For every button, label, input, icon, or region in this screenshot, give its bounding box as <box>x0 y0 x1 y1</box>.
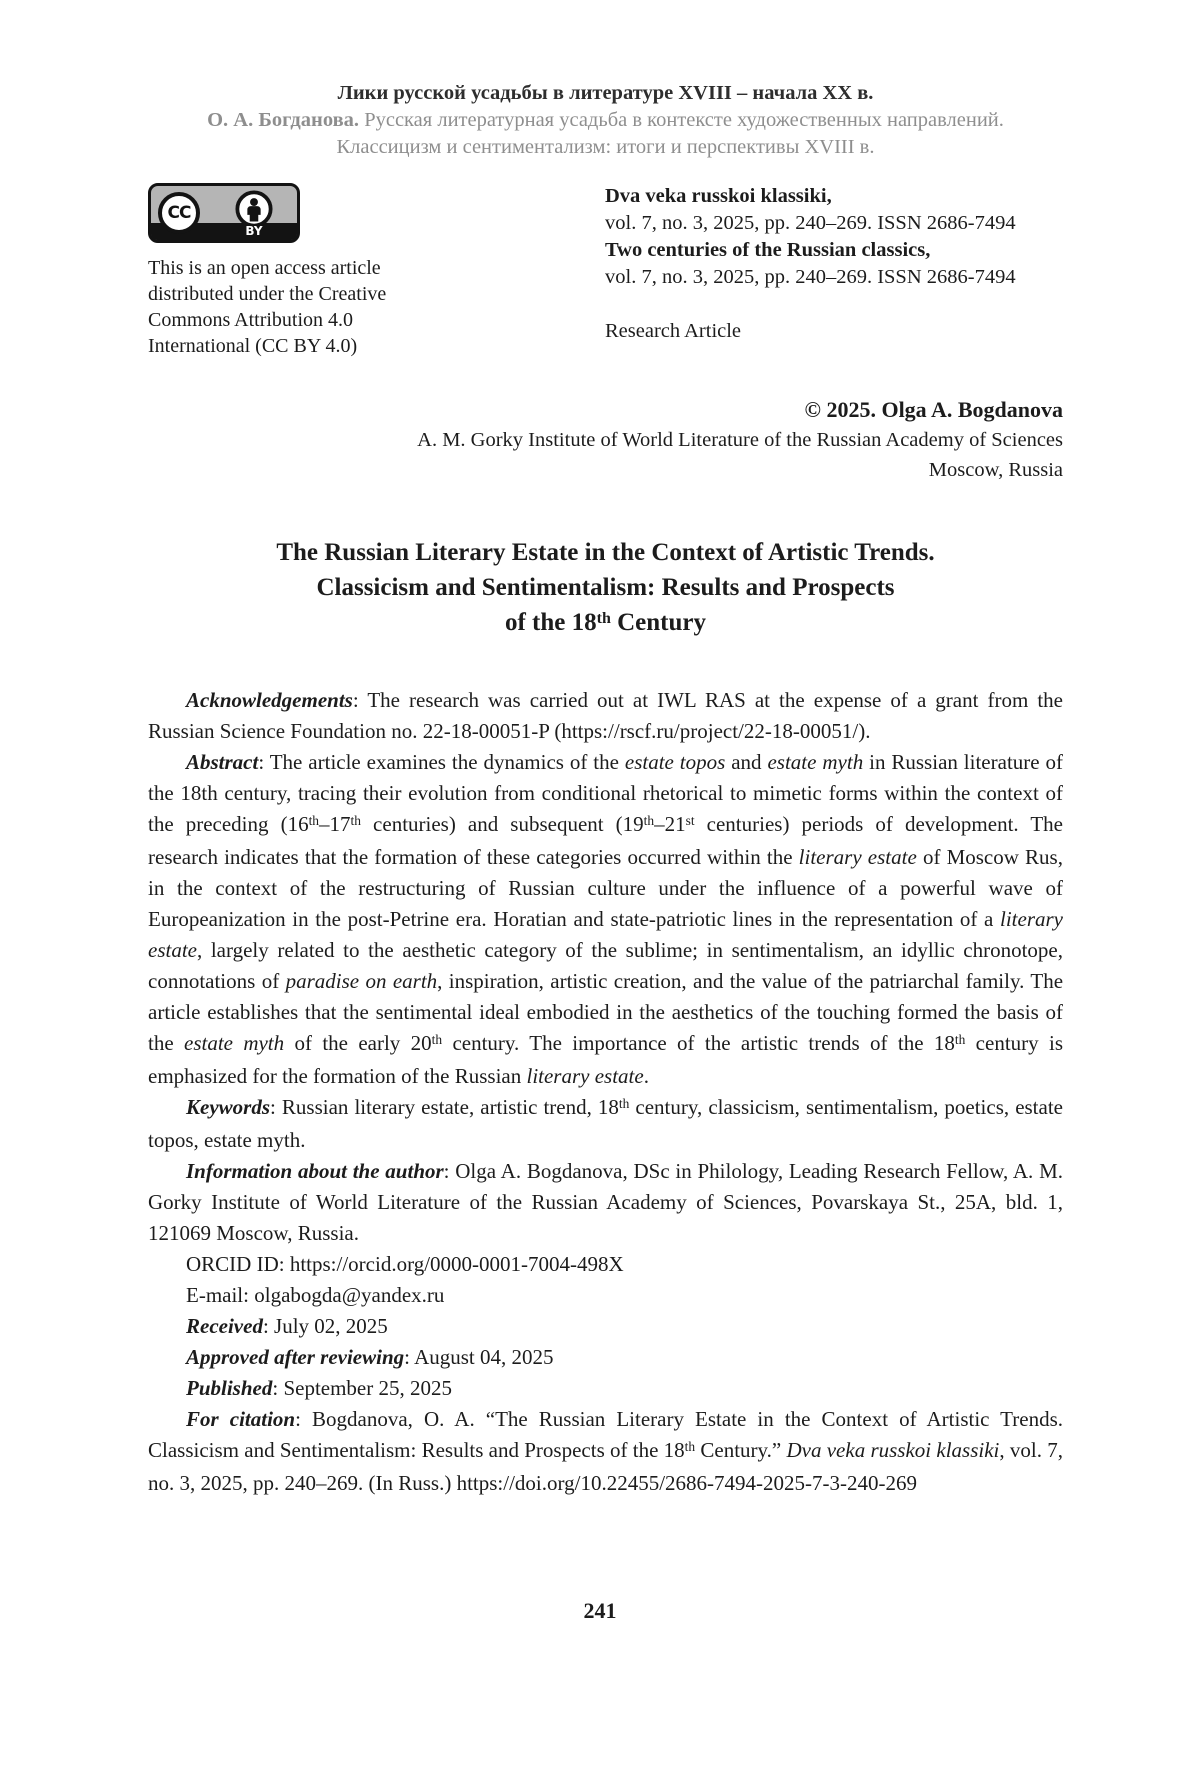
paragraph-abstract: Abstract: The article examines the dynamics of the estate topos and estate myth in Russian literature of the 18th century, tracing their evolution from conditional rhetorical to mimetic forms within the context of the preceding (16th–17th centuries) and subsequent (19th–21st centuries) periods of development. The research indicates that the formation of these categories occurred within the literary estate of Moscow Rus, in the context of the restructuring of Russian culture under the influence of a powerful wave of Europeanization in the post-Petrine era. Horatian and state-patriotic lines in the representation of a literary estate, largely related to the aesthetic category of the sublime; in sentimentalism, an idyllic chronotope, connotations of paradise on earth, inspiration, artistic creation, and the value of the patriarchal family. The article establishes that the sentimental ideal embodied in the aesthetics of the touching formed the basis of the estate myth of the early 20th century. The importance of the artistic trends of the 18th century is emphasized for the formation of the Russian literary estate. <box>148 750 1064 1088</box>
by-label: BY <box>245 224 263 238</box>
front-matter-text <box>148 685 1063 1499</box>
open-access-statement: This is an open access article distributed under the Creative Commons Attribution 4.0 International (CC BY 4.0) <box>148 257 387 357</box>
cc-by-badge <box>148 183 300 243</box>
article-title-line2: Classicism and Sentimentalism: Results and Prospects <box>316 574 895 601</box>
paragraph-author-info: Information about the author: Olga A. Bogdanova, DSc in Philology, Leading Research Fellow, A. M. Gorky Institute of World Literature of the Russian Academy of Sciences, Povarskaya St., 25A, bld. 1, 121069 Moscow, Russia. <box>148 1159 1063 1245</box>
copyright-line: © 2025. Olga A. Bogdanova <box>804 397 1063 422</box>
article-title-line1: The Russian Literary Estate in the Context of Artistic Trends. <box>276 539 935 566</box>
running-head-author: О. А. Богданова. <box>207 109 360 131</box>
affiliation-line: A. M. Gorky Institute of World Literature of the Russian Academy of Sciences <box>417 429 1063 451</box>
article-title-line3: of the 18th Century <box>504 609 707 636</box>
paragraph-published: Published: September 25, 2025 <box>186 1376 452 1400</box>
journal-issue-translit: vol. 7, no. 3, 2025, pp. 240–269. ISSN 2686-7494 <box>605 212 1016 234</box>
journal-title-en: Two centuries of the Russian classics, <box>605 239 931 261</box>
paragraph-approved: Approved after reviewing: August 04, 2025 <box>186 1345 554 1369</box>
meta-row <box>148 183 1063 359</box>
journal-issue-en: vol. 7, no. 3, 2025, pp. 240–269. ISSN 2686-7494 <box>605 266 1016 288</box>
paragraph-citation: For citation: Bogdanova, O. A. “The Russian Literary Estate in the Context of Artistic Trends. Classicism and Sentimentalism: Results and Prospects of the 18th Century.” Dva veka russkoi klassiki, vol. 7, no. 3, 2025, pp. 240–269. (In Russ.) https://doi.org/10.22455/2686-7494-2025-7-3-240-269 <box>148 1407 1063 1495</box>
paragraph-received: Received: July 02, 2025 <box>186 1314 388 1338</box>
license-block <box>148 183 458 359</box>
paragraph-orcid: ORCID ID: https://orcid.org/0000-0001-7004-498X <box>186 1252 624 1276</box>
paragraph-keywords: Keywords: Russian literary estate, artistic trend, 18th century, classicism, sentimentalism, poetics, estate topos, estate myth. <box>148 1095 1063 1152</box>
journal-meta <box>605 183 1063 359</box>
article-title <box>148 535 1063 643</box>
paragraph-acknowledgements: Acknowledgements: The research was carried out at IWL RAS at the expense of a grant from the Russian Science Foundation no. 22-18-00051-P (https://rscf.ru/project/22-18-00051/). <box>148 688 1063 743</box>
authorship-block <box>148 395 1063 485</box>
page-number: 241 <box>583 1598 617 1623</box>
ordinal-superscript: th <box>596 610 611 628</box>
running-head <box>148 0 1063 161</box>
running-head-article-subtitle: Классицизм и сентиментализм: итоги и перспективы XVIII в. <box>336 136 875 158</box>
running-head-article-title: Русская литературная усадьба в контексте художественных направлений. <box>359 109 1004 131</box>
cc-icon: CC <box>158 192 200 234</box>
journal-title-translit: Dva veka russkoi klassiki, <box>605 185 832 207</box>
paragraph-email: E-mail: olgabogda@yandex.ru <box>186 1283 445 1307</box>
article-type-label: Research Article <box>605 320 742 342</box>
running-head-series-title: Лики русской усадьбы в литературе XVIII – начала XX в. <box>337 82 874 104</box>
running-head-article-ref <box>148 107 1063 134</box>
location-line: Moscow, Russia <box>928 459 1063 481</box>
